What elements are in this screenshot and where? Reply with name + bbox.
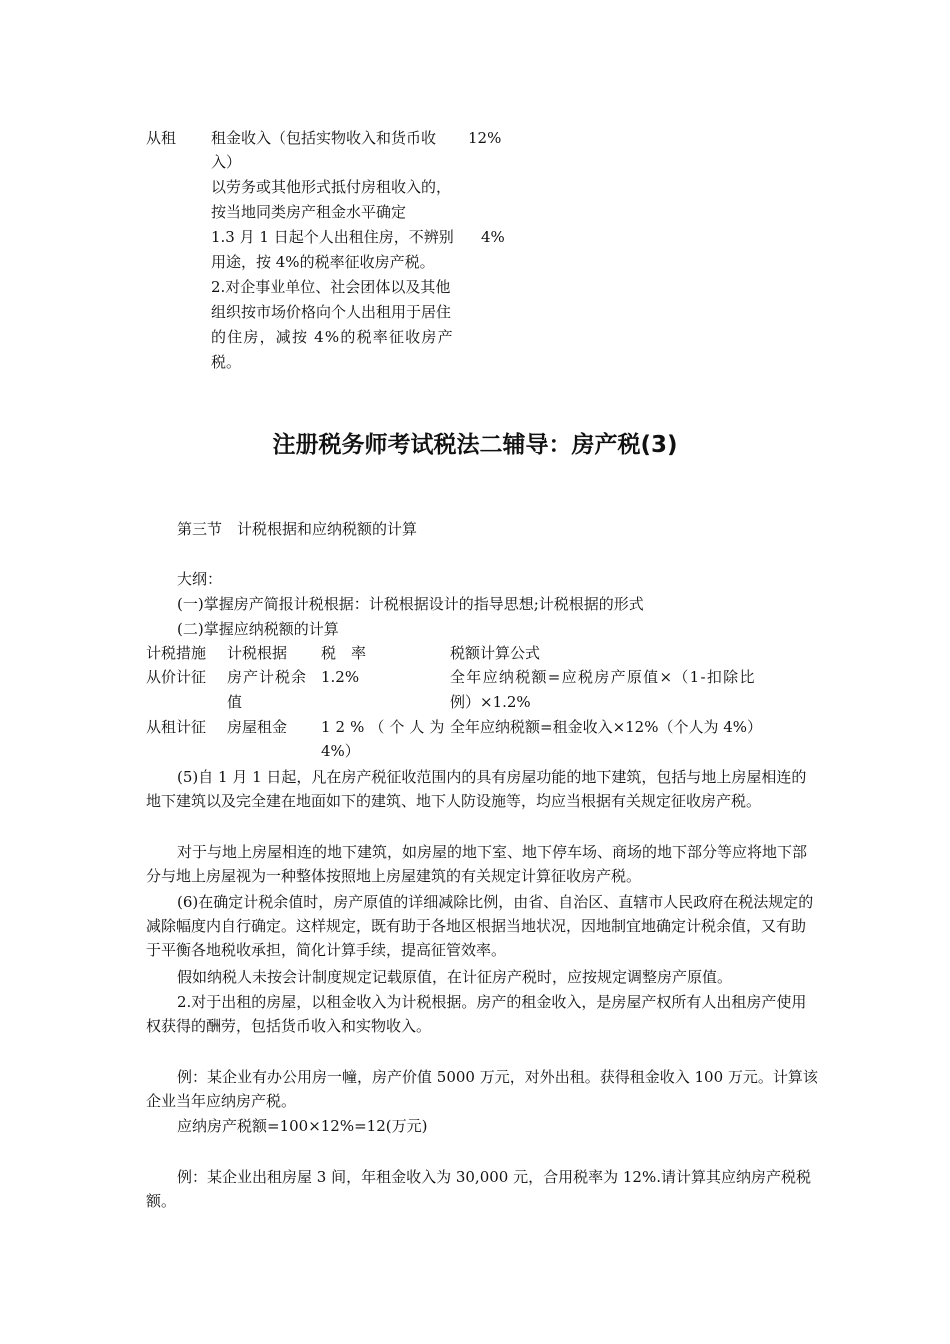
outline-item-1: (一)掌握房产简报计税根据：计税根据设计的指导思想;计税根据的形式 bbox=[177, 595, 644, 613]
row2-rate-line2: 4%） bbox=[321, 742, 360, 760]
section-heading: 第三节 计税根据和应纳税额的计算 bbox=[177, 520, 418, 538]
paragraph-underground-rule: 对于与地上房屋相连的地下建筑，如房屋的地下室、地下停车场、商场的地下部分等应将地下部分与地上房屋视为一种整体按照地上房屋建筑的有关规定计算征收房产税。 bbox=[146, 843, 808, 885]
row1-basis-line1: 房产计税余 bbox=[227, 668, 308, 686]
example-1-answer: 应纳房产税额=100×12%=12(万元) bbox=[177, 1117, 428, 1135]
page-title: 注册税务师考试税法二辅导：房产税(3) bbox=[272, 432, 678, 458]
rule2-line3: 的住房，减按 4%的税率征收房产 bbox=[211, 328, 454, 346]
row-label-rent: 从租 bbox=[146, 129, 177, 147]
example-2: 例：某企业出租房屋 3 间，年租金收入为 30,000 元，合用税率为 12%.请计算其应纳房产税税额。 bbox=[146, 1168, 811, 1210]
row2-formula: 全年应纳税额=租金收入×12%（个人为 4%） bbox=[450, 718, 763, 736]
basis-line2: 入） bbox=[211, 153, 242, 171]
note-line2: 按当地同类房产租金水平确定 bbox=[211, 203, 407, 221]
paragraph-deduction: (6)在确定计税余值时，房产原值的详细减除比例，由省、自治区、直辖市人民政府在税法规定的减除幅度内自行确定。这样规定，既有助于各地区根据当地状况，因地制宜地确定计税余值，又有助于平衡各地税收承担，简化计算手续，提高征管效率。 bbox=[146, 893, 814, 959]
row1-formula-line2: 例）×1.2% bbox=[450, 693, 531, 711]
rule2-line1: 2.对企事业单位、社会团体以及其他 bbox=[211, 278, 451, 296]
row1-method: 从价计征 bbox=[146, 668, 207, 686]
outline-label: 大纲： bbox=[177, 570, 223, 588]
header-formula: 税额计算公式 bbox=[450, 644, 541, 662]
row2-basis: 房屋租金 bbox=[227, 718, 288, 736]
row1-basis-line2: 值 bbox=[227, 693, 243, 711]
rule1-rate: 4% bbox=[481, 228, 505, 246]
outline-item-2: (二)掌握应纳税额的计算 bbox=[177, 620, 339, 638]
paragraph-underground-scope: (5)自 1 月 1 日起，凡在房产税征收范围内的具有房屋功能的地下建筑，包括与地上房屋相连的地下建筑以及完全建在地面如下的建筑、地下人防设施等，均应当根据有关规定征收房产税。 bbox=[146, 768, 807, 810]
basis-line1: 租金收入（包括实物收入和货币收 bbox=[211, 129, 437, 147]
header-rate: 税 率 bbox=[321, 644, 367, 662]
row2-rate-line1: 12%（个人为 bbox=[321, 718, 450, 736]
header-method: 计税措施 bbox=[146, 644, 207, 662]
rule2-line2: 组织按市场价格向个人出租用于居住 bbox=[211, 303, 452, 321]
row1-formula-line1: 全年应纳税额=应税房产原值×（1-扣除比 bbox=[450, 668, 756, 686]
rate-cell: 12% bbox=[468, 129, 502, 147]
rule2-line4: 税。 bbox=[211, 353, 242, 371]
rule1-line1: 1.3 月 1 日起个人出租住房，不辨别 bbox=[211, 228, 454, 246]
header-basis: 计税根据 bbox=[227, 644, 288, 662]
example-1: 例：某企业有办公用房一幢，房产价值 5000 万元，对外出租。获得租金收入 100 万元。计算该企业当年应纳房产税。 bbox=[146, 1068, 818, 1110]
paragraph-original-value: 假如纳税人未按会计制度规定记载原值，在计征房产税时，应按规定调整房产原值。 bbox=[177, 968, 733, 986]
rule1-line2: 用途，按 4%的税率征收房产税。 bbox=[211, 253, 435, 271]
row1-rate: 1.2% bbox=[321, 668, 360, 686]
paragraph-rental-basis: 2.对于出租的房屋，以租金收入为计税根据。房产的租金收入，是房屋产权所有人出租房产使用权获得的酬劳，包括货币收入和实物收入。 bbox=[146, 993, 807, 1035]
note-line1: 以劳务或其他形式抵付房租收入的， bbox=[211, 178, 452, 196]
row2-method: 从租计征 bbox=[146, 718, 207, 736]
